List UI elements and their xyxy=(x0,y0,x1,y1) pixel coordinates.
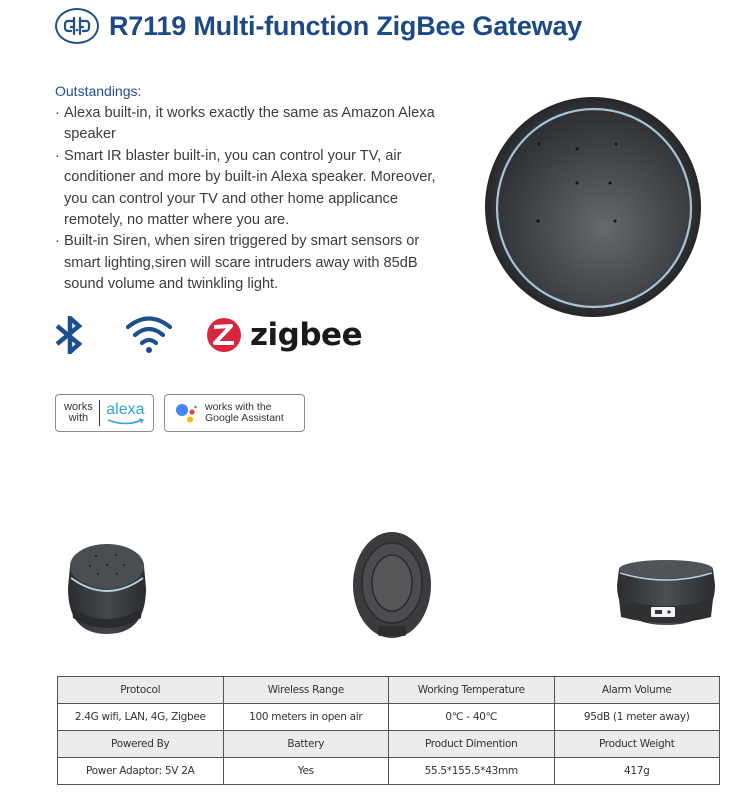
google-badge-line2: Google Assistant xyxy=(205,412,284,424)
feature-item: · Built-in Siren, when siren triggered by smart sensors or smart lighting,siren will scare intruders away with 85dB sound volume and twinkling light. xyxy=(55,231,445,295)
spec-value-cell: Yes xyxy=(223,758,389,785)
feature-list xyxy=(55,103,445,296)
google-assistant-icon xyxy=(175,402,197,424)
header xyxy=(55,6,582,46)
page-title: R7119 Multi-function ZigBee Gateway xyxy=(109,10,583,41)
spec-header-cell: Wireless Range xyxy=(223,677,389,704)
google-badge-line1: works with the xyxy=(205,401,272,413)
spec-header-cell: Protocol xyxy=(58,677,224,704)
spec-value-cell: 417g xyxy=(554,758,720,785)
spec-header-cell: Product Dimention xyxy=(389,731,555,758)
spec-header-cell: Powered By xyxy=(58,731,224,758)
device-bottom-view xyxy=(352,531,432,644)
spec-header-row xyxy=(58,731,720,758)
spec-table xyxy=(57,676,720,785)
spec-value-cell: 0℃ - 40℃ xyxy=(389,704,555,731)
connectivity-icons xyxy=(52,314,382,358)
alexa-smile-icon xyxy=(106,418,146,426)
badge-works-text: works xyxy=(64,401,93,413)
bluetooth-icon xyxy=(52,316,88,354)
wifi-icon xyxy=(125,314,173,354)
zigbee-icon xyxy=(206,317,242,353)
gateway-circuit-logo-icon xyxy=(55,8,99,44)
badge-divider xyxy=(99,400,101,426)
features-heading: Outstandings: xyxy=(55,83,142,99)
device-angled-view xyxy=(66,538,148,641)
spec-header-cell: Product Weight xyxy=(554,731,720,758)
zigbee-logo xyxy=(206,317,362,353)
badge-with-text: with xyxy=(68,412,89,424)
spec-header-cell: Working Temperature xyxy=(389,677,555,704)
spec-header-cell: Battery xyxy=(223,731,389,758)
spec-header-cell: Alarm Volume xyxy=(554,677,720,704)
spec-header-row xyxy=(58,677,720,704)
feature-item: · Smart IR blaster built-in, you can control your TV, air conditioner and more by built-in Alexa speaker. Moreover, you can control your TV and other home applicance remotely, no matter where you are. xyxy=(55,146,445,232)
zigbee-label: zigbee xyxy=(250,317,363,353)
spec-value-row xyxy=(58,758,720,785)
spec-value-cell: Power Adaptor: 5V 2A xyxy=(58,758,224,785)
features-section xyxy=(55,82,445,296)
spec-value-cell: 55.5*155.5*43mm xyxy=(389,758,555,785)
spec-value-row xyxy=(58,704,720,731)
device-side-ports-view xyxy=(615,555,717,632)
spec-value-cell: 100 meters in open air xyxy=(223,704,389,731)
works-with-alexa-badge xyxy=(55,394,154,432)
works-with-google-assistant-badge xyxy=(164,394,305,432)
feature-item: · Alexa built-in, it works exactly the same as Amazon Alexa speaker xyxy=(55,103,445,146)
device-top-view xyxy=(482,95,704,320)
alexa-wordmark: alexa xyxy=(106,401,145,418)
spec-value-cell: 95dB (1 meter away) xyxy=(554,704,720,731)
spec-value-cell: 2.4G wifi, LAN, 4G, Zigbee xyxy=(58,704,224,731)
